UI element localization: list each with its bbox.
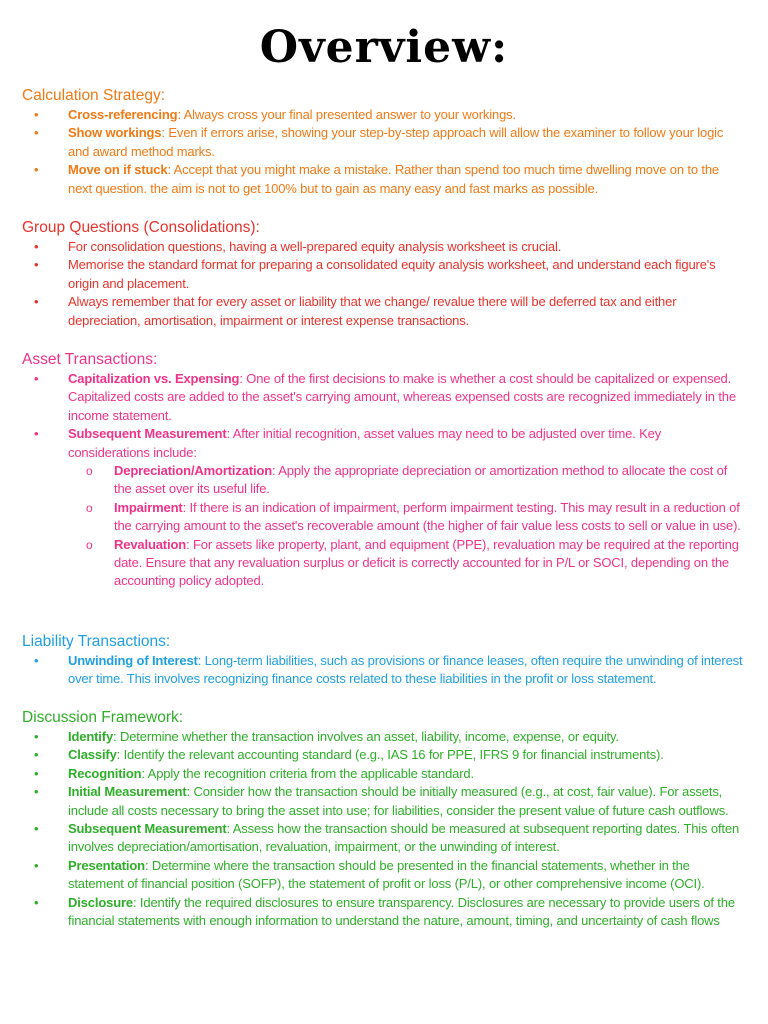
bullet-icon: • bbox=[34, 371, 39, 386]
item-term: Subsequent Measurement bbox=[68, 426, 227, 442]
item-text: : One of the first decisions to make is whether a cost should be capitalized or expensed. Capitalized costs are added to the asset's carrying amount, whereas expensed costs are recognized immediately in the income statement. bbox=[68, 371, 736, 423]
sub-list-item bbox=[22, 462, 746, 499]
item-term: Identify bbox=[68, 729, 114, 744]
bullet-list bbox=[22, 652, 746, 689]
bullet-icon: • bbox=[34, 821, 39, 837]
item-text: : If there is an indication of impairment, perform impairment testing. This may result in a reduction of the carrying amount to the asset's recoverable amount (the higher of fair value less costs to sell or value in use). bbox=[114, 499, 741, 534]
item-text: : Determine whether the transaction involves an asset, liability, income, expense, or equity. bbox=[113, 729, 619, 744]
circle-bullet-icon: o bbox=[86, 464, 93, 479]
bullet-icon: • bbox=[34, 784, 39, 800]
item-text: : Long-term liabilities, such as provisions or finance leases, often require the unwinding of interest over time. This involves recognizing finance costs related to these liabilities in the profit or loss statement. bbox=[68, 653, 743, 687]
item-text: : Accept that you might make a mistake. Rather than spend too much time dwelling move on to the next question. the aim is not to get 100% but to gain as many easy and fast marks as possible. bbox=[68, 162, 720, 196]
item-term: Revaluation bbox=[114, 536, 187, 552]
item-text: : Identify the required disclosures to ensure transparency. Disclosures are necessary to provide users of the financial statements with enough information to understand the nature, amount, timing, and uncertainty of cash flows bbox=[68, 894, 735, 929]
bullet-list bbox=[22, 728, 746, 930]
section-heading: Group Questions (Consolidations): bbox=[22, 219, 260, 236]
item-text: : Even if errors arise, showing your step-by-step approach will allow the examiner to follow your logic and award method marks. bbox=[68, 125, 724, 159]
bullet-icon: • bbox=[34, 107, 39, 122]
bullet-icon: • bbox=[34, 426, 39, 442]
item-text: : Assess how the transaction should be measured at subsequent reporting dates. This often involves depreciation/amortisation, revaluation, impairment, or the unwinding of interest. bbox=[68, 821, 740, 855]
list-item bbox=[22, 728, 746, 746]
group-questions-section bbox=[22, 218, 746, 330]
item-term: Show workings bbox=[68, 125, 162, 141]
bullet-icon: • bbox=[34, 894, 39, 910]
item-text: : Apply the appropriate depreciation or amortization method to allocate the cost of the asset over its useful life. bbox=[114, 463, 728, 497]
list-item bbox=[22, 783, 746, 820]
list-item bbox=[22, 765, 746, 783]
sub-list-item bbox=[22, 499, 746, 536]
item-term: Initial Measurement bbox=[68, 784, 187, 800]
item-text: : Apply the recognition criteria from the applicable standard. bbox=[141, 765, 474, 781]
bullet-list bbox=[22, 370, 746, 591]
asset-transactions-section bbox=[22, 350, 746, 591]
item-text: : Always cross your final presented answer to your workings. bbox=[177, 107, 516, 122]
item-term: Capitalization vs. Expensing bbox=[68, 371, 240, 386]
list-item bbox=[22, 894, 746, 931]
bullet-icon: • bbox=[34, 747, 39, 763]
section-heading: Asset Transactions: bbox=[22, 351, 158, 368]
bullet-icon: • bbox=[34, 857, 39, 873]
section-heading: Liability Transactions: bbox=[22, 633, 171, 650]
item-term: Unwinding of Interest bbox=[68, 653, 198, 668]
bullet-list bbox=[22, 106, 746, 198]
item-term: Presentation bbox=[68, 857, 145, 873]
section-heading: Calculation Strategy: bbox=[22, 87, 166, 104]
list-item bbox=[22, 256, 746, 293]
item-text: : Determine where the transaction should be presented in the financial statements, whether in the statement of financial position (SOFP), the statement of profit or loss (P/L), or other comprehensive income (OCI). bbox=[68, 857, 705, 892]
item-term: Depreciation/Amortization bbox=[114, 463, 273, 479]
item-term: Disclosure bbox=[68, 894, 133, 910]
circle-bullet-icon: o bbox=[86, 500, 93, 515]
list-item bbox=[22, 238, 746, 256]
list-item bbox=[22, 293, 746, 330]
item-text: : Identify the relevant accounting standard (e.g., IAS 16 for PPE, IFRS 9 for financial instruments). bbox=[116, 747, 664, 763]
list-item bbox=[22, 106, 746, 124]
list-item bbox=[22, 820, 746, 857]
item-text: : After initial recognition, asset values may need to be adjusted over time. Key considerations include: bbox=[68, 426, 662, 460]
discussion-framework-section bbox=[22, 708, 746, 930]
list-item bbox=[22, 857, 746, 894]
item-term: Move on if stuck bbox=[68, 162, 168, 178]
item-term: Classify bbox=[68, 747, 117, 763]
list-item bbox=[22, 425, 746, 591]
bullet-icon: • bbox=[34, 294, 39, 310]
bullet-icon: • bbox=[34, 125, 39, 141]
bullet-icon: • bbox=[34, 162, 39, 178]
bullet-icon: • bbox=[34, 765, 39, 781]
item-term: Impairment bbox=[114, 499, 183, 515]
item-text: : Consider how the transaction should be initially measured (e.g., at cost, fair value). For assets, include all costs necessary to bring the asset into use; for liabilities, consider the present value of future cash outflows. bbox=[68, 784, 729, 818]
item-text: Memorise the standard format for preparing a consolidated equity analysis worksheet, and understand each figure's origin and placement. bbox=[68, 257, 716, 291]
bullet-list bbox=[22, 238, 746, 330]
calculation-strategy-section bbox=[22, 86, 746, 198]
bullet-icon: • bbox=[34, 729, 39, 744]
page-title: Overview: bbox=[259, 22, 509, 73]
item-text: Always remember that for every asset or liability that we change/ revalue there will be deferred tax and either depreciation, amortisation, impairment or interest expense transactions. bbox=[68, 294, 677, 328]
item-term: Subsequent Measurement bbox=[68, 821, 227, 837]
list-item bbox=[22, 124, 746, 161]
list-item bbox=[22, 370, 746, 425]
sub-list bbox=[68, 462, 746, 591]
bullet-icon: • bbox=[34, 239, 39, 254]
item-term: Recognition bbox=[68, 765, 142, 781]
list-item bbox=[22, 161, 746, 198]
item-term: Cross-referencing bbox=[68, 107, 178, 122]
section-heading: Discussion Framework: bbox=[22, 709, 184, 726]
bullet-icon: • bbox=[34, 653, 39, 668]
circle-bullet-icon: o bbox=[86, 537, 93, 552]
item-text: : For assets like property, plant, and equipment (PPE), revaluation may be required at the reporting date. Ensure that any revaluation surplus or deficit is correctly accounted for in P/L or SOCI, depending on the accounting policy adopted. bbox=[114, 536, 739, 589]
item-text: For consolidation questions, having a well-prepared equity analysis worksheet is crucial. bbox=[68, 239, 562, 254]
sub-list-item bbox=[22, 536, 746, 591]
list-item bbox=[22, 746, 746, 764]
list-item bbox=[22, 652, 746, 689]
liability-transactions-section bbox=[22, 632, 746, 689]
bullet-icon: • bbox=[34, 257, 39, 273]
